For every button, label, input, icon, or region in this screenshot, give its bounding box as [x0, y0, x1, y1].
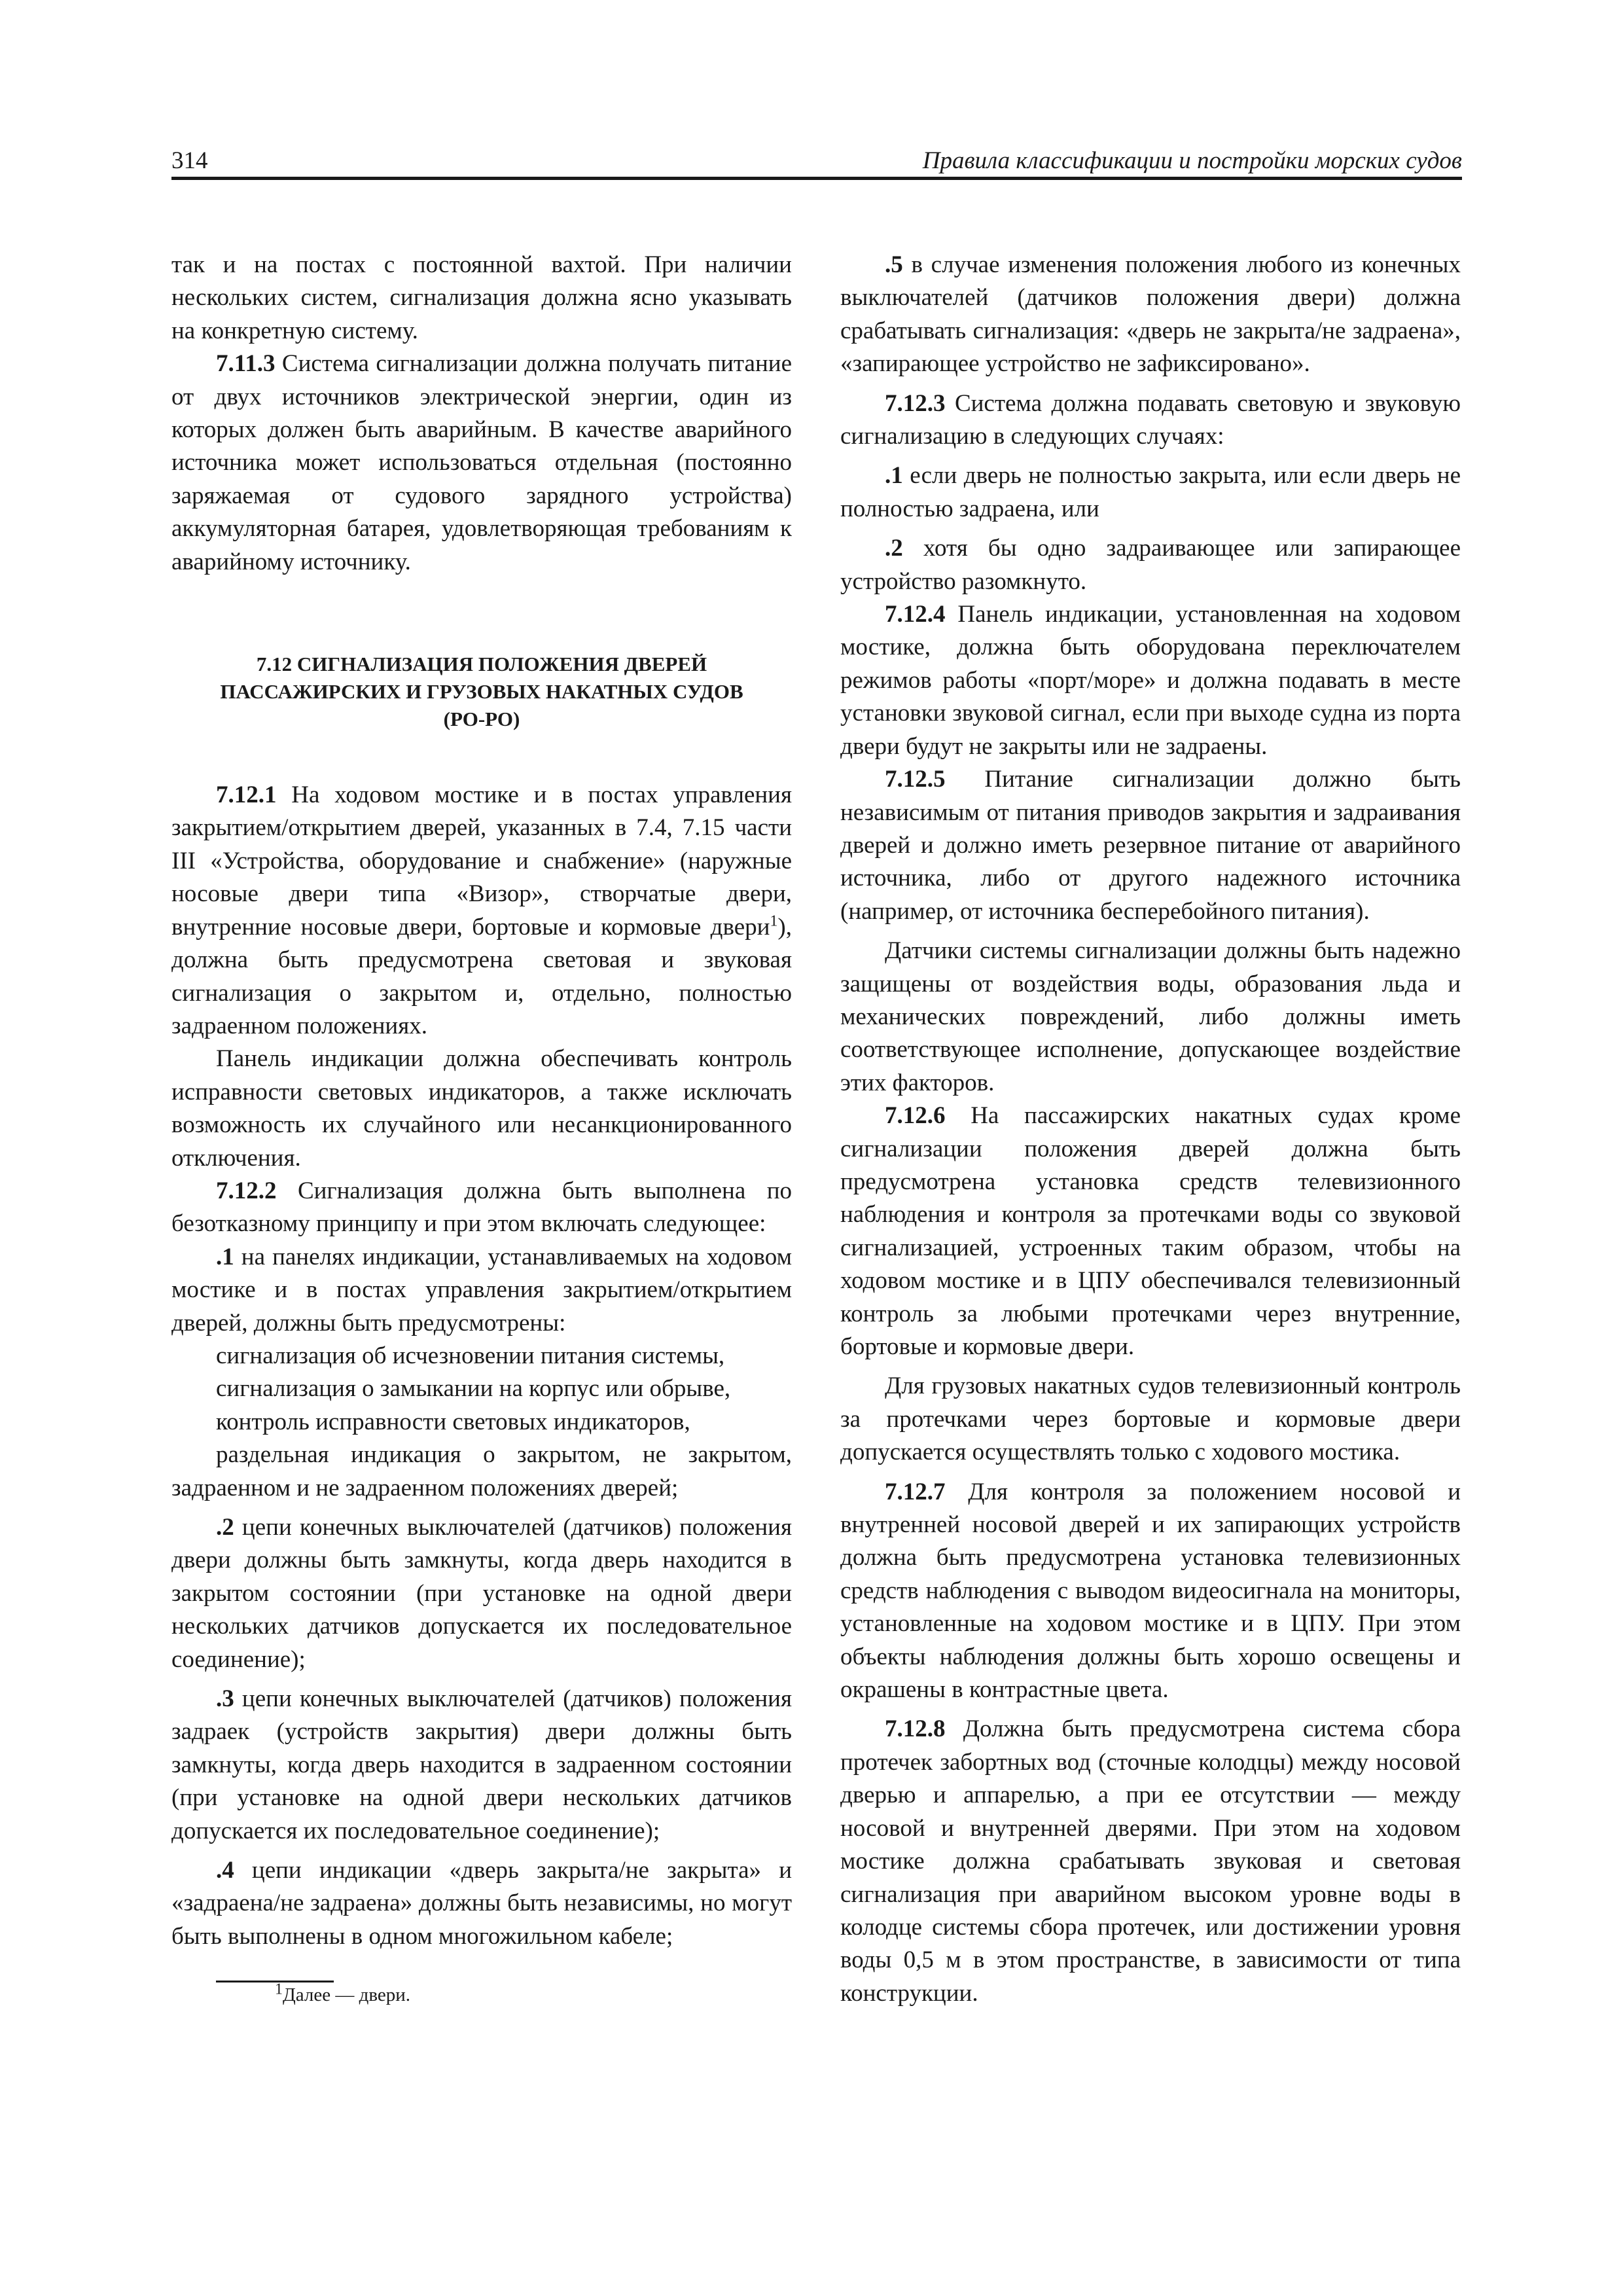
- sub-item: сигнализация о замыкании на корпус или обрыве,: [216, 1375, 731, 1403]
- item-number: .1: [216, 1243, 234, 1270]
- item-text: в случае изменения положения любого из конечных выключателей (датчиков положения двери) должна срабатывать сигнализация: «дверь не закрыта/не задраена», «запирающее устройство не зафиксировано».: [840, 251, 1461, 378]
- item-number: .2: [216, 1514, 234, 1541]
- right-column: [840, 249, 1461, 2010]
- clause-number: 7.12.7: [885, 1478, 946, 1505]
- list-item-4: [171, 1854, 792, 1953]
- list-item-1: [171, 1241, 792, 1340]
- paragraph-7-11-3: [171, 348, 792, 579]
- item-text: хотя бы одно задраивающее или запирающее устройство разомкнуто.: [840, 535, 1461, 595]
- footnote: [171, 1982, 792, 2007]
- item-number: .1: [885, 462, 903, 490]
- list-item-1: [840, 459, 1461, 526]
- list-item-3: [171, 1683, 792, 1848]
- paragraph-7-12-3: [840, 387, 1461, 454]
- clause-number: 7.12.4: [885, 601, 946, 628]
- clause-number: 7.11.3: [216, 350, 276, 378]
- paragraph-text: На пассажирских накатных судах кроме сигнализации положения дверей должна быть предусмотрена установка средств телевизионного наблюдения и контроля за протечками воды со звуковой сигнализацией, устроенных таким образом, чтобы на ходовом мостике и в ЦПУ обеспечивался телевизионный контроль за любыми протечками через внутренние, бортовые и кормовые двери.: [840, 1102, 1461, 1360]
- left-column: [171, 249, 792, 2007]
- list-item-2: [840, 532, 1461, 598]
- item-number: .4: [216, 1857, 234, 1884]
- sub-item: сигнализация об исчезновении питания системы,: [216, 1342, 725, 1369]
- item-text: цепи конечных выключателей (датчиков) положения двери должны быть замкнуты, когда дверь находится в закрытом состоянии (при установке на одной двери нескольких датчиков допускается их последовательное соединение);: [171, 1514, 792, 1673]
- paragraph-text: На ходовом мостике и в постах управления закрытием/открытием дверей, указанных в 7.4, 7.15 части III «Устройства, оборудование и снабжение» (наружные носовые двери типа «Визор», створчатые двери, внутренние носовые двери, бортовые и кормовые двери: [171, 781, 792, 941]
- clause-number: 7.12.3: [885, 389, 946, 417]
- running-title: Правила классификации и постройки морских судов: [922, 147, 1462, 174]
- item-number: .3: [216, 1685, 234, 1713]
- sub-item: контроль исправности световых индикаторов,: [216, 1408, 690, 1435]
- page-header: [171, 137, 1462, 178]
- paragraph-text: Для контроля за положением носовой и внутренней носовой дверей и их запирающих устройств должна быть предусмотрена установка телевизионных средств наблюдения с выводом видеосигнала на мониторы, установленные на ходовом мостике и в ЦПУ. При этом объекты наблюдения должны быть хорошо освещены и окрашены в контрастные цвета.: [840, 1478, 1461, 1704]
- paragraph-7-12-4: [840, 598, 1461, 763]
- section-title-line: ПАССАЖИРСКИХ И ГРУЗОВЫХ НАКАТНЫХ СУДОВ: [220, 680, 743, 704]
- paragraph-7-12-2: [171, 1175, 792, 1241]
- header-rule: [171, 177, 1462, 180]
- item-number: .2: [885, 535, 903, 562]
- paragraph-text: ), должна быть предусмотрена световая и звуковая сигнализация о закрытом и, отдельно, полностью задраенном положениях.: [171, 913, 792, 1039]
- paragraph: Датчики системы сигнализации должны быть надежно защищены от воздействия воды, образования льда и механических повреждений, либо должны иметь соответствующее исполнение, допускающее воздействие этих факторов.: [840, 937, 1461, 1096]
- paragraph-text: Система сигнализации должна получать питание от двух источников электрической энергии, один из которых должен быть аварийным. В качестве аварийного источника может использоваться отдельная (постоянно заряжаемая от судового зарядного устройства) аккумуляторная батарея, удовлетворяющая требованиям к аварийному источнику.: [171, 350, 792, 575]
- paragraph-7-12-6: [840, 1100, 1461, 1363]
- sub-item: раздельная индикация о закрытом, не закрытом, задраенном и не задраенном положениях дверей;: [171, 1441, 792, 1501]
- paragraph: Для грузовых накатных судов телевизионный контроль за протечками через бортовые и кормовые двери допускается осуществлять только с ходового мостика.: [840, 1372, 1461, 1466]
- paragraph-7-12-5: [840, 763, 1461, 928]
- section-title-line: 7.12 СИГНАЛИЗАЦИЯ ПОЛОЖЕНИЯ ДВЕРЕЙ: [256, 653, 707, 676]
- paragraph-text: Должна быть предусмотрена система сбора протечек забортных вод (сточные колодцы) между носовой дверью и аппарелью, а при ее отсутствии — между носовой и внутренней дверями. При этом на ходовом мостике должна срабатывать звуковая и световая сигнализация при аварийном высоком уровне воды в колодце системы сбора протечек, или достижении уровня воды 0,5 м в этом пространстве, в зависимости от типа конструкции.: [840, 1715, 1461, 2007]
- paragraph-text: Сигнализация должна быть выполнена по безотказному принципу и при этом включать следующее:: [171, 1177, 792, 1238]
- paragraph-text: Панель индикации, установленная на ходовом мостике, должна быть оборудована переключателем режимов работы «порт/море» и должна подавать в месте установки звуковой сигнал, если при выходе судна из порта двери будут не закрыты или не задраены.: [840, 601, 1461, 760]
- item-number: .5: [885, 251, 903, 278]
- item-text: если дверь не полностью закрыта, или если дверь не полностью задраена, или: [840, 462, 1461, 522]
- item-text: на панелях индикации, устанавливаемых на ходовом мостике и в постах управления закрытием/открытием дверей, должны быть предусмотрены:: [171, 1243, 792, 1336]
- clause-number: 7.12.5: [885, 766, 946, 793]
- footnote-mark: 1: [275, 1981, 283, 1998]
- paragraph-7-12-7: [840, 1476, 1461, 1707]
- section-title-line: (РО-РО): [443, 708, 520, 731]
- footnote-text: Далее — двери.: [283, 1984, 411, 2006]
- clause-number: 7.12.2: [216, 1177, 277, 1204]
- clause-number: 7.12.8: [885, 1715, 946, 1743]
- paragraph-text: Система должна подавать световую и звуковую сигнализацию в следующих случаях:: [840, 389, 1461, 450]
- item-text: цепи конечных выключателей (датчиков) положения задраек (устройств закрытия) двери должны быть замкнуты, когда дверь находится в задраенном состоянии (при установке на одной двери нескольких датчиков допускается их последовательное соединение);: [171, 1685, 792, 1844]
- page-number: 314: [171, 147, 208, 174]
- clause-number: 7.12.1: [216, 781, 277, 809]
- list-item-5: [840, 249, 1461, 381]
- section-title: [171, 651, 792, 733]
- clause-number: 7.12.6: [885, 1102, 946, 1130]
- paragraph-7-12-8: [840, 1713, 1461, 2010]
- item-text: цепи индикации «дверь закрыта/не закрыта» и «задраена/не задраена» должны быть независимы, но могут быть выполнены в одном многожильном кабеле;: [171, 1857, 792, 1950]
- paragraph-text: Питание сигнализации должно быть независимым от питания приводов закрытия и задраивания дверей и должно иметь резервное питание от аварийного источника, либо от другого надежного источника (например, от источника бесперебойного питания).: [840, 766, 1461, 925]
- list-item-2: [171, 1511, 792, 1676]
- paragraph: Панель индикации должна обеспечивать контроль исправности световых индикаторов, а также исключать возможность их случайного или несанкционированного отключения.: [171, 1045, 792, 1172]
- footnote-reference: 1: [770, 912, 778, 930]
- paragraph-7-12-1: [171, 779, 792, 1043]
- paragraph: так и на постах с постоянной вахтой. При наличии нескольких систем, сигнализация должна ясно указывать на конкретную систему.: [171, 251, 792, 344]
